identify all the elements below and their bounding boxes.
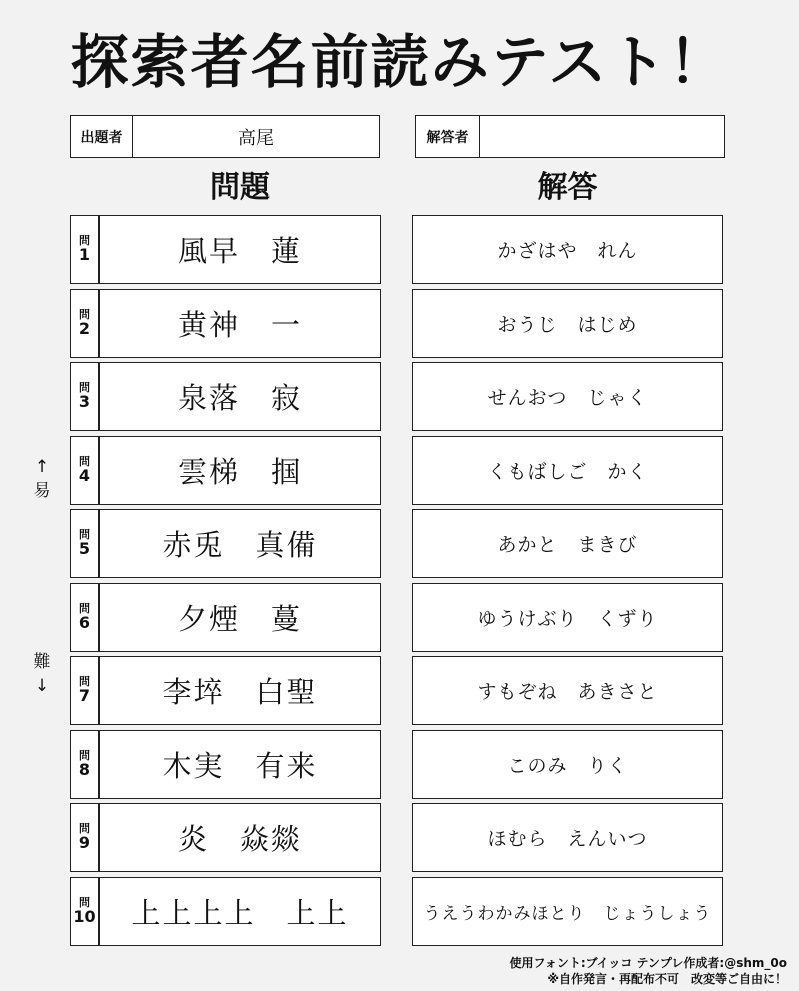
question-number (70, 730, 99, 799)
question-number-digit: 7 (78, 685, 91, 705)
question-name: 風早 蓮 (99, 215, 381, 284)
question-number-kanji: 問 (79, 308, 90, 322)
answer-reading[interactable]: あかと まきび (412, 509, 723, 578)
answer-reading[interactable]: うえうわかみほとり じょうしょう (412, 877, 723, 946)
question-number-kanji: 問 (79, 749, 90, 763)
question-number-digit: 6 (78, 612, 91, 632)
question-name: 赤兎 真備 (99, 509, 381, 578)
question-number (70, 583, 99, 652)
up-arrow-icon: ↑ (34, 457, 50, 477)
setter-label: 出題者 (71, 116, 133, 157)
answer-column-heading: 解答 (537, 170, 598, 205)
page-title: 探索者名前読みテスト！ (70, 28, 729, 96)
question-number (70, 436, 99, 505)
answerer-label: 解答者 (416, 116, 480, 157)
setter-value: 高尾 (238, 127, 274, 149)
question-number (70, 362, 99, 431)
answer-reading[interactable]: かざはや れん (412, 215, 723, 284)
hard-label: 難 (33, 652, 51, 672)
question-number-digit: 5 (78, 538, 91, 558)
answerer-field[interactable] (415, 115, 725, 158)
question-number-kanji: 問 (79, 896, 90, 910)
answer-reading[interactable]: ゆうけぶり くずり (412, 583, 723, 652)
answer-reading[interactable]: おうじ はじめ (412, 289, 723, 358)
easy-label: 易 (33, 481, 51, 501)
answer-reading[interactable]: せんおつ じゃく (412, 362, 723, 431)
question-number (70, 877, 99, 946)
question-number-kanji: 問 (79, 234, 90, 248)
difficulty-easy-label (26, 455, 58, 503)
question-number-digit: 8 (78, 759, 91, 779)
question-number (70, 289, 99, 358)
question-number-digit: 1 (78, 244, 91, 264)
answer-reading[interactable]: すもぞね あきさと (412, 656, 723, 725)
question-number-digit: 3 (78, 391, 91, 411)
question-name: 上上上上 上上 (99, 877, 381, 946)
answer-reading[interactable]: このみ りく (412, 730, 723, 799)
question-number-kanji: 問 (79, 528, 90, 542)
question-number-kanji: 問 (79, 602, 90, 616)
question-name: 夕煙 蔓 (99, 583, 381, 652)
setter-field (70, 115, 380, 158)
usage-note: ※自作発言・再配布不可 改変等ご自由に！ (547, 972, 787, 986)
question-name: 李埣 白聖 (99, 656, 381, 725)
question-name: 木実 有来 (99, 730, 381, 799)
difficulty-hard-label (26, 650, 58, 698)
question-name: 黄神 一 (99, 289, 381, 358)
question-name: 泉落 寂 (99, 362, 381, 431)
question-name: 雲梯 掴 (99, 436, 381, 505)
question-number-digit: 4 (78, 465, 91, 485)
question-number-digit: 2 (78, 318, 91, 338)
question-number-kanji: 問 (79, 822, 90, 836)
question-number (70, 803, 99, 872)
font-credit: 使用フォント:ブイッコ テンプレ作成者:@shm_0o (509, 956, 787, 970)
question-name: 炎 焱燚 (99, 803, 381, 872)
question-number (70, 509, 99, 578)
question-number-digit: 10 (73, 906, 96, 926)
question-number-kanji: 問 (79, 675, 90, 689)
question-number-kanji: 問 (79, 381, 90, 395)
answer-reading[interactable]: ほむら えんいつ (412, 803, 723, 872)
question-number (70, 215, 99, 284)
question-number-digit: 9 (78, 832, 91, 852)
answerer-value[interactable] (480, 116, 724, 157)
answer-reading[interactable]: くもばしご かく (412, 436, 723, 505)
question-number-kanji: 問 (79, 455, 90, 469)
down-arrow-icon: ↓ (34, 676, 50, 696)
question-number (70, 656, 99, 725)
question-column-heading: 問題 (210, 170, 270, 205)
